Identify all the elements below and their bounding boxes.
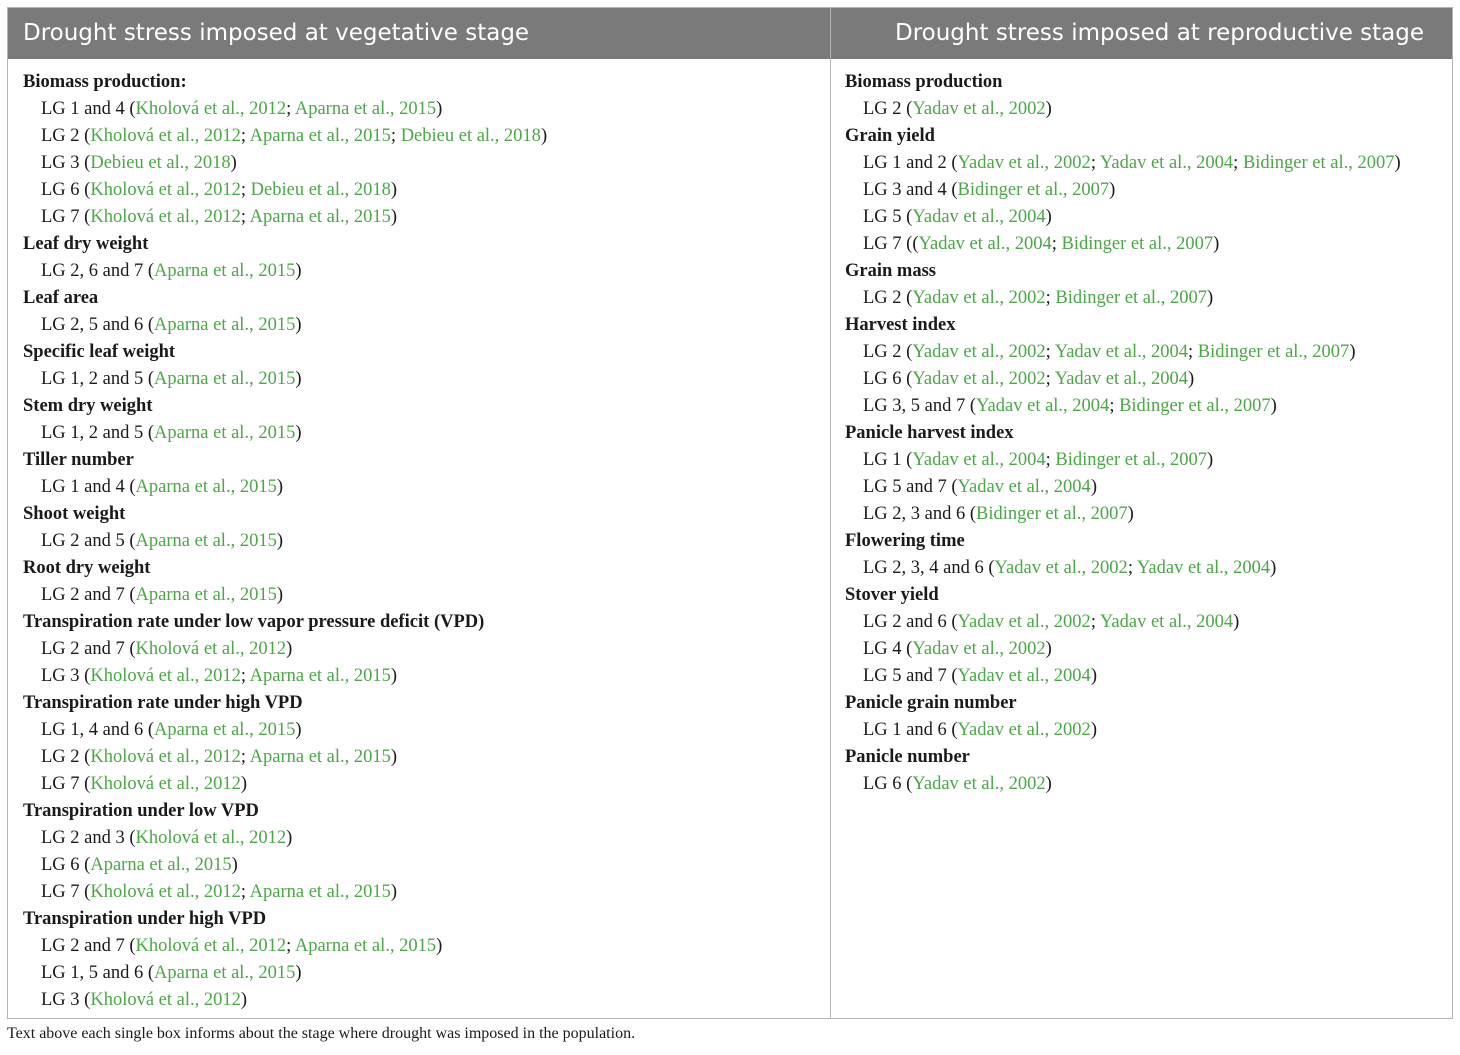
trait-title: Grain yield <box>845 126 935 146</box>
citation-link: Yadav et al., 2002 <box>957 612 1091 632</box>
citation-link: Aparna et al., 2015 <box>294 936 437 956</box>
trait-title: Harvest index <box>845 315 956 335</box>
linkage-group-label: LG 3 <box>41 153 85 173</box>
trait-title: Panicle harvest index <box>845 423 1014 443</box>
linkage-group-row: LG 7 (Kholová et al., 2012) <box>41 774 248 794</box>
linkage-group-label: LG 1 and 4 <box>41 99 130 119</box>
citation-link: Aparna et al., 2015 <box>249 666 391 686</box>
trait-title: Transpiration under high VPD <box>23 909 267 929</box>
citation-link: Yadav et al., 2002 <box>912 369 1046 389</box>
citation-link: Yadav et al., 2004 <box>1099 153 1234 173</box>
citation-link: Bidinger et al., 2007 <box>1119 396 1271 416</box>
linkage-group-label: LG 2, 3 and 6 <box>863 504 970 524</box>
linkage-group-row: LG 3 and 4 (Bidinger et al., 2007) <box>863 180 1116 200</box>
trait-title: Tiller number <box>23 450 134 470</box>
citation-link: Kholová et al., 2012 <box>90 666 241 686</box>
header-reproductive: Drought stress imposed at reproductive stage <box>895 20 1424 46</box>
linkage-group-label: LG 6 <box>41 180 85 200</box>
citation-link: Aparna et al., 2015 <box>154 369 296 389</box>
linkage-group-row: LG 6 (Kholová et al., 2012; Debieu et al., 2018) <box>41 180 398 200</box>
citation-link: Bidinger et al., 2007 <box>1197 342 1350 362</box>
citation-link: Debieu et al., 2018 <box>250 180 391 200</box>
citation-link: Yadav et al., 2004 <box>1054 342 1188 362</box>
trait-title: Grain mass <box>845 261 936 281</box>
citation-link: Yadav et al., 2004 <box>1099 612 1234 632</box>
linkage-group-label: LG 5 <box>863 207 907 227</box>
column-divider <box>830 8 831 1018</box>
trait-title: Leaf dry weight <box>23 234 149 254</box>
citation-link: Bidinger et al., 2007 <box>957 180 1110 200</box>
linkage-group-label: LG 1, 4 and 6 <box>41 720 148 740</box>
citation-link: Yadav et al., 2004 <box>957 477 1091 497</box>
trait-title: Panicle grain number <box>845 693 1017 713</box>
linkage-group-label: LG 1, 5 and 6 <box>41 963 148 983</box>
citation-link: Kholová et al., 2012 <box>90 180 241 200</box>
citation-link: Kholová et al., 2012 <box>135 828 287 848</box>
citation-link: Kholová et al., 2012 <box>135 99 287 119</box>
citation-link: Kholová et al., 2012 <box>90 882 241 902</box>
citation-link: Aparna et al., 2015 <box>249 882 391 902</box>
trait-title: Biomass production <box>845 72 1003 92</box>
linkage-group-row: LG 1, 2 and 5 (Aparna et al., 2015) <box>41 369 302 389</box>
trait-title: Stem dry weight <box>23 396 153 416</box>
table-header <box>8 8 1452 59</box>
linkage-group-row: LG 2 and 7 (Kholová et al., 2012; Aparna et al., 2015) <box>41 936 443 956</box>
citation-link: Kholová et al., 2012 <box>135 936 287 956</box>
trait-title: Transpiration rate under low vapor pressure deficit (VPD) <box>23 612 485 632</box>
linkage-group-label: LG 2 and 5 <box>41 531 130 551</box>
citation-link: Aparna et al., 2015 <box>249 126 391 146</box>
citation-link: Bidinger et al., 2007 <box>1242 153 1395 173</box>
linkage-group-row: LG 1, 4 and 6 (Aparna et al., 2015) <box>41 720 302 740</box>
citation-link: Yadav et al., 2004 <box>912 450 1046 470</box>
linkage-group-label: LG 2 <box>41 126 85 146</box>
trait-title: Transpiration under low VPD <box>23 801 259 821</box>
linkage-group-row: LG 1 (Yadav et al., 2004; Bidinger et al., 2007) <box>863 450 1214 470</box>
citation-link: Aparna et al., 2015 <box>249 747 391 767</box>
citation-link: Bidinger et al., 2007 <box>1061 234 1214 254</box>
linkage-group-label: LG 2, 6 and 7 <box>41 261 148 281</box>
linkage-group-row: LG 1 and 6 (Yadav et al., 2002) <box>863 720 1097 740</box>
citation-link: Aparna et al., 2015 <box>154 963 296 983</box>
linkage-group-row: LG 5 (Yadav et al., 2004) <box>863 207 1052 227</box>
trait-title: Biomass production: <box>23 72 187 92</box>
citation-link: Aparna et al., 2015 <box>154 720 296 740</box>
table-footnote: Text above each single box informs about the stage where drought was imposed in the population. <box>7 1025 636 1042</box>
citation-link: Debieu et al., 2018 <box>400 126 541 146</box>
citation-link: Aparna et al., 2015 <box>154 261 296 281</box>
linkage-group-label: LG 3, 5 and 7 <box>863 396 970 416</box>
linkage-group-label: LG 1, 2 and 5 <box>41 423 148 443</box>
citation-link: Kholová et al., 2012 <box>90 990 241 1010</box>
linkage-group-row: LG 1 and 4 (Aparna et al., 2015) <box>41 477 283 497</box>
linkage-group-label: LG 2, 3, 4 and 6 <box>863 558 989 578</box>
linkage-group-row: LG 7 ((Yadav et al., 2004; Bidinger et al., 2007) <box>863 234 1220 254</box>
linkage-group-label: LG 2 <box>863 342 907 362</box>
linkage-group-label: LG 2 <box>863 288 907 308</box>
citation-link: Aparna et al., 2015 <box>135 585 277 605</box>
linkage-group-row: LG 2 and 7 (Kholová et al., 2012) <box>41 639 293 659</box>
linkage-group-row: LG 2 (Yadav et al., 2002; Yadav et al., 2004; Bidinger et al., 2007) <box>863 342 1356 362</box>
linkage-group-row: LG 2 and 3 (Kholová et al., 2012) <box>41 828 293 848</box>
trait-title: Flowering time <box>845 531 965 551</box>
citation-link: Yadav et al., 2002 <box>912 774 1046 794</box>
citation-link: Yadav et al., 2002 <box>912 639 1046 659</box>
linkage-group-row: LG 2, 3, 4 and 6 (Yadav et al., 2002; Yadav et al., 2004) <box>863 558 1277 578</box>
citation-link: Yadav et al., 2004 <box>1054 369 1188 389</box>
linkage-group-label: LG 5 and 7 <box>863 666 952 686</box>
linkage-group-label: LG 7 <box>41 774 85 794</box>
linkage-group-row: LG 3 (Kholová et al., 2012; Aparna et al., 2015) <box>41 666 398 686</box>
citation-link: Aparna et al., 2015 <box>154 423 296 443</box>
linkage-group-row: LG 3, 5 and 7 (Yadav et al., 2004; Bidinger et al., 2007) <box>863 396 1277 416</box>
linkage-group-row: LG 2 (Yadav et al., 2002) <box>863 99 1052 119</box>
linkage-group-row: LG 2, 5 and 6 (Aparna et al., 2015) <box>41 315 302 335</box>
linkage-group-label: LG 1, 2 and 5 <box>41 369 148 389</box>
citation-link: Yadav et al., 2002 <box>912 288 1046 308</box>
linkage-group-row: LG 3 (Debieu et al., 2018) <box>41 153 237 173</box>
linkage-group-label: LG 3 and 4 <box>863 180 952 200</box>
citation-link: Aparna et al., 2015 <box>294 99 437 119</box>
linkage-group-row: LG 2 and 6 (Yadav et al., 2002; Yadav et al., 2004) <box>863 612 1240 632</box>
linkage-group-label: LG 3 <box>41 666 85 686</box>
trait-title: Leaf area <box>23 288 99 308</box>
linkage-group-label: LG 1 and 6 <box>863 720 952 740</box>
citation-link: Kholová et al., 2012 <box>90 207 241 227</box>
trait-title: Transpiration rate under high VPD <box>23 693 303 713</box>
citation-link: Aparna et al., 2015 <box>135 477 277 497</box>
citation-link: Bidinger et al., 2007 <box>1055 288 1207 308</box>
citation-link: Yadav et al., 2004 <box>1136 558 1271 578</box>
linkage-group-label: LG 5 and 7 <box>863 477 952 497</box>
linkage-group-row: LG 1 and 2 (Yadav et al., 2002; Yadav et al., 2004; Bidinger et al., 2007) <box>863 153 1401 173</box>
citation-link: Yadav et al., 2004 <box>918 234 1052 254</box>
linkage-group-row: LG 2 (Yadav et al., 2002; Bidinger et al., 2007) <box>863 288 1214 308</box>
linkage-group-row: LG 2 (Kholová et al., 2012; Aparna et al., 2015; Debieu et al., 2018) <box>41 126 548 146</box>
linkage-group-label: LG 7 <box>863 234 907 254</box>
linkage-group-label: LG 6 <box>863 774 907 794</box>
linkage-group-label: LG 2 and 3 <box>41 828 130 848</box>
citation-link: Bidinger et al., 2007 <box>1055 450 1207 470</box>
linkage-group-label: LG 6 <box>863 369 907 389</box>
citation-link: Yadav et al., 2004 <box>976 396 1110 416</box>
linkage-group-row: LG 3 (Kholová et al., 2012) <box>41 990 248 1010</box>
linkage-group-row: LG 7 (Kholová et al., 2012; Aparna et al., 2015) <box>41 882 398 902</box>
trait-title: Stover yield <box>845 585 939 605</box>
linkage-group-label: LG 4 <box>863 639 907 659</box>
citation-link: Yadav et al., 2002 <box>957 153 1091 173</box>
linkage-group-label: LG 7 <box>41 882 85 902</box>
linkage-group-label: LG 2 and 7 <box>41 936 130 956</box>
citation-link: Debieu et al., 2018 <box>90 153 231 173</box>
linkage-group-label: LG 3 <box>41 990 85 1010</box>
citation-link: Aparna et al., 2015 <box>154 315 296 335</box>
linkage-group-row: LG 5 and 7 (Yadav et al., 2004) <box>863 477 1097 497</box>
linkage-group-row: LG 1, 2 and 5 (Aparna et al., 2015) <box>41 423 302 443</box>
citation-link: Kholová et al., 2012 <box>135 639 287 659</box>
linkage-group-label: LG 2 and 6 <box>863 612 952 632</box>
linkage-group-label: LG 2 and 7 <box>41 585 130 605</box>
linkage-group-label: LG 7 <box>41 207 85 227</box>
linkage-group-label: LG 2 <box>41 747 85 767</box>
linkage-group-row: LG 2 (Kholová et al., 2012; Aparna et al., 2015) <box>41 747 398 767</box>
linkage-group-row: LG 7 (Kholová et al., 2012; Aparna et al., 2015) <box>41 207 398 227</box>
citation-link: Yadav et al., 2004 <box>912 207 1046 227</box>
reproductive-column <box>845 69 1445 798</box>
citation-link: Kholová et al., 2012 <box>90 126 241 146</box>
citation-link: Yadav et al., 2002 <box>912 99 1046 119</box>
citation-link: Kholová et al., 2012 <box>90 774 241 794</box>
linkage-group-row: LG 2, 6 and 7 (Aparna et al., 2015) <box>41 261 302 281</box>
trait-table <box>7 7 1453 1019</box>
trait-title: Specific leaf weight <box>23 342 176 362</box>
citation-link: Yadav et al., 2002 <box>994 558 1128 578</box>
trait-title: Panicle number <box>845 747 970 767</box>
citation-link: Yadav et al., 2002 <box>912 342 1046 362</box>
linkage-group-label: LG 2 <box>863 99 907 119</box>
linkage-group-label: LG 2 and 7 <box>41 639 130 659</box>
linkage-group-row: LG 6 (Aparna et al., 2015) <box>41 855 238 875</box>
linkage-group-row: LG 2, 3 and 6 (Bidinger et al., 2007) <box>863 504 1134 524</box>
citation-link: Aparna et al., 2015 <box>135 531 277 551</box>
citation-link: Aparna et al., 2015 <box>90 855 232 875</box>
citation-link: Kholová et al., 2012 <box>90 747 241 767</box>
linkage-group-label: LG 1 <box>863 450 907 470</box>
linkage-group-label: LG 1 and 2 <box>863 153 952 173</box>
citation-link: Yadav et al., 2002 <box>957 720 1091 740</box>
trait-title: Root dry weight <box>23 558 151 578</box>
trait-title: Shoot weight <box>23 504 126 524</box>
citation-link: Bidinger et al., 2007 <box>976 504 1128 524</box>
linkage-group-row: LG 2 and 5 (Aparna et al., 2015) <box>41 531 283 551</box>
vegetative-column <box>23 69 823 1014</box>
linkage-group-row: LG 6 (Yadav et al., 2002; Yadav et al., 2004) <box>863 369 1195 389</box>
linkage-group-label: LG 6 <box>41 855 85 875</box>
linkage-group-row: LG 6 (Yadav et al., 2002) <box>863 774 1052 794</box>
linkage-group-row: LG 4 (Yadav et al., 2002) <box>863 639 1052 659</box>
citation-link: Yadav et al., 2004 <box>957 666 1091 686</box>
linkage-group-row: LG 1 and 4 (Kholová et al., 2012; Aparna et al., 2015) <box>41 99 443 119</box>
citation-link: Aparna et al., 2015 <box>249 207 391 227</box>
linkage-group-row: LG 5 and 7 (Yadav et al., 2004) <box>863 666 1097 686</box>
header-vegetative: Drought stress imposed at vegetative stage <box>23 20 530 46</box>
linkage-group-label: LG 2, 5 and 6 <box>41 315 148 335</box>
linkage-group-row: LG 2 and 7 (Aparna et al., 2015) <box>41 585 283 605</box>
linkage-group-label: LG 1 and 4 <box>41 477 130 497</box>
linkage-group-row: LG 1, 5 and 6 (Aparna et al., 2015) <box>41 963 302 983</box>
